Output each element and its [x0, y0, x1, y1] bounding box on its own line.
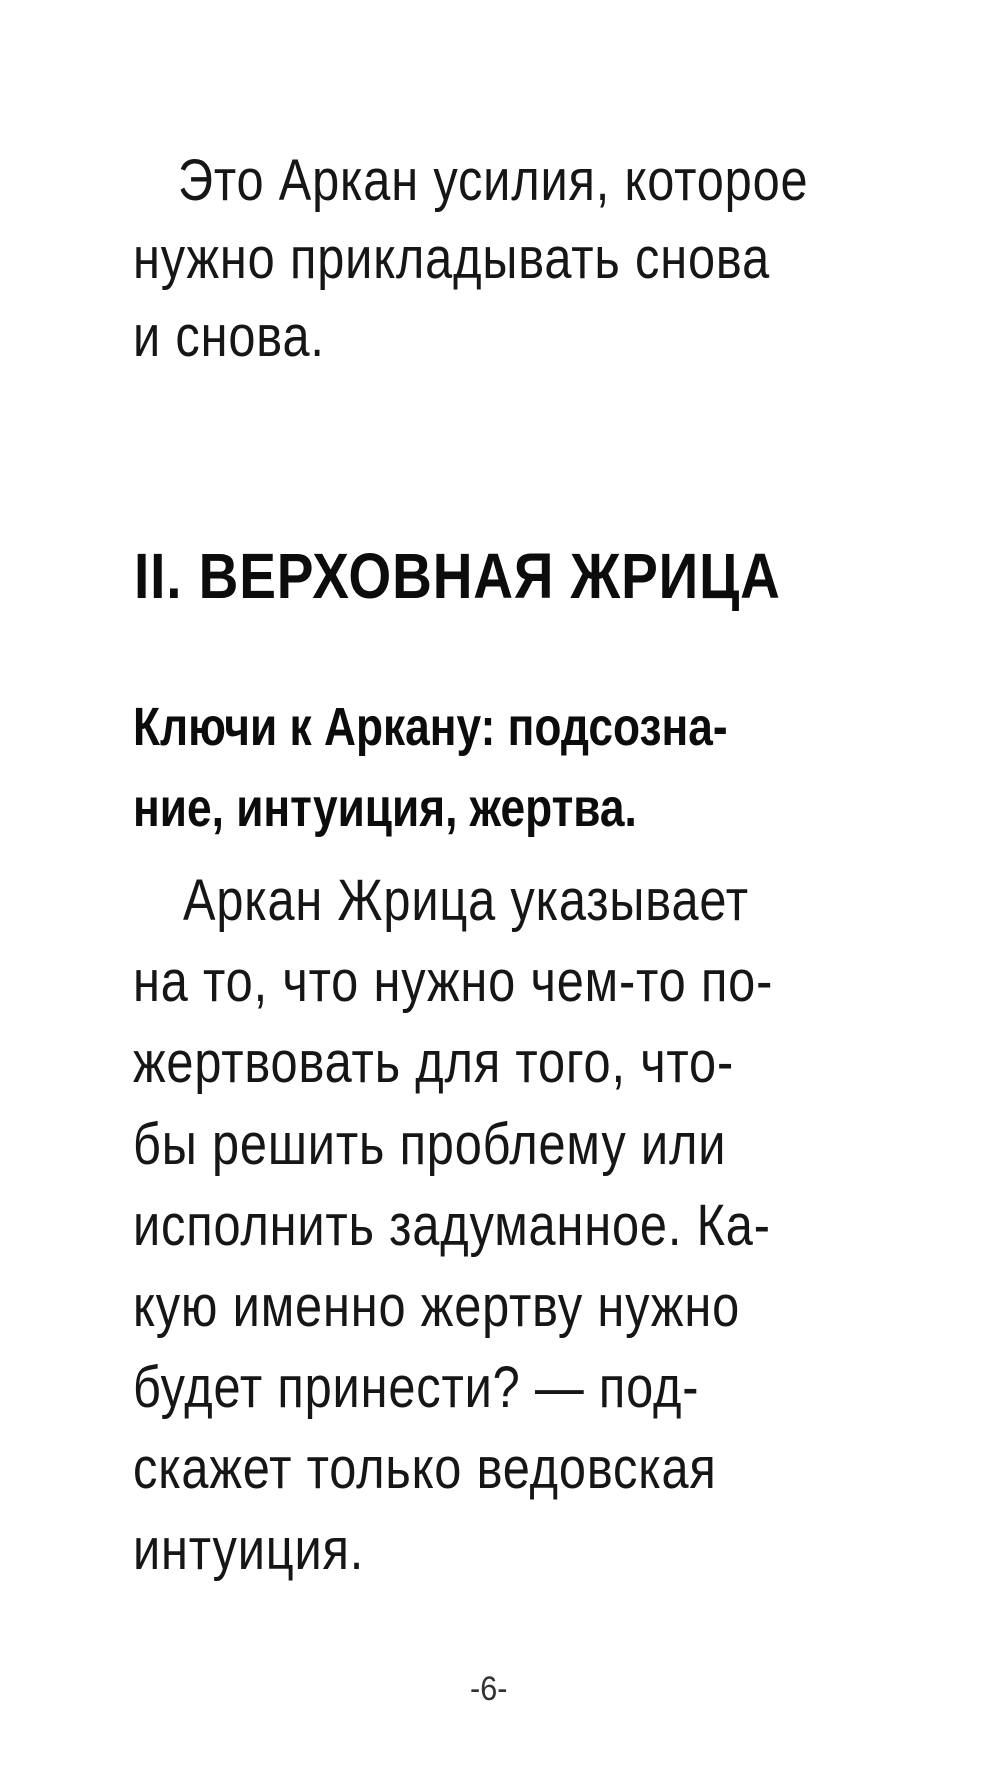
description-line-2: на то, что нужно чем-то по-	[133, 949, 774, 1014]
description-line-4: бы решить проблему или	[133, 1112, 727, 1177]
section-heading: II. ВЕРХОВНАЯ ЖРИЦА	[134, 540, 781, 612]
intro-line-1: Это Аркан усилия, которое	[178, 148, 809, 213]
description-line-1: Аркан Жрица указывает	[183, 868, 749, 933]
description-line-8: скажет только ведовская	[133, 1436, 717, 1501]
keys-line-2: ние, интуиция, жертва.	[133, 778, 637, 838]
description-line-6: кую именно жертву нужно	[133, 1274, 741, 1339]
intro-line-3: и снова.	[133, 304, 325, 369]
description-line-9: интуиция.	[133, 1517, 365, 1582]
intro-line-2: нужно прикладывать снова	[133, 226, 771, 291]
page-number: -6-	[470, 1670, 508, 1708]
description-line-3: жертвовать для того, что-	[133, 1030, 735, 1095]
description-line-7: будет принести? — под-	[133, 1355, 700, 1420]
description-line-5: исполнить задуманное. Ка-	[133, 1193, 771, 1258]
keys-line-1: Ключи к Аркану: подсозна-	[133, 697, 728, 757]
